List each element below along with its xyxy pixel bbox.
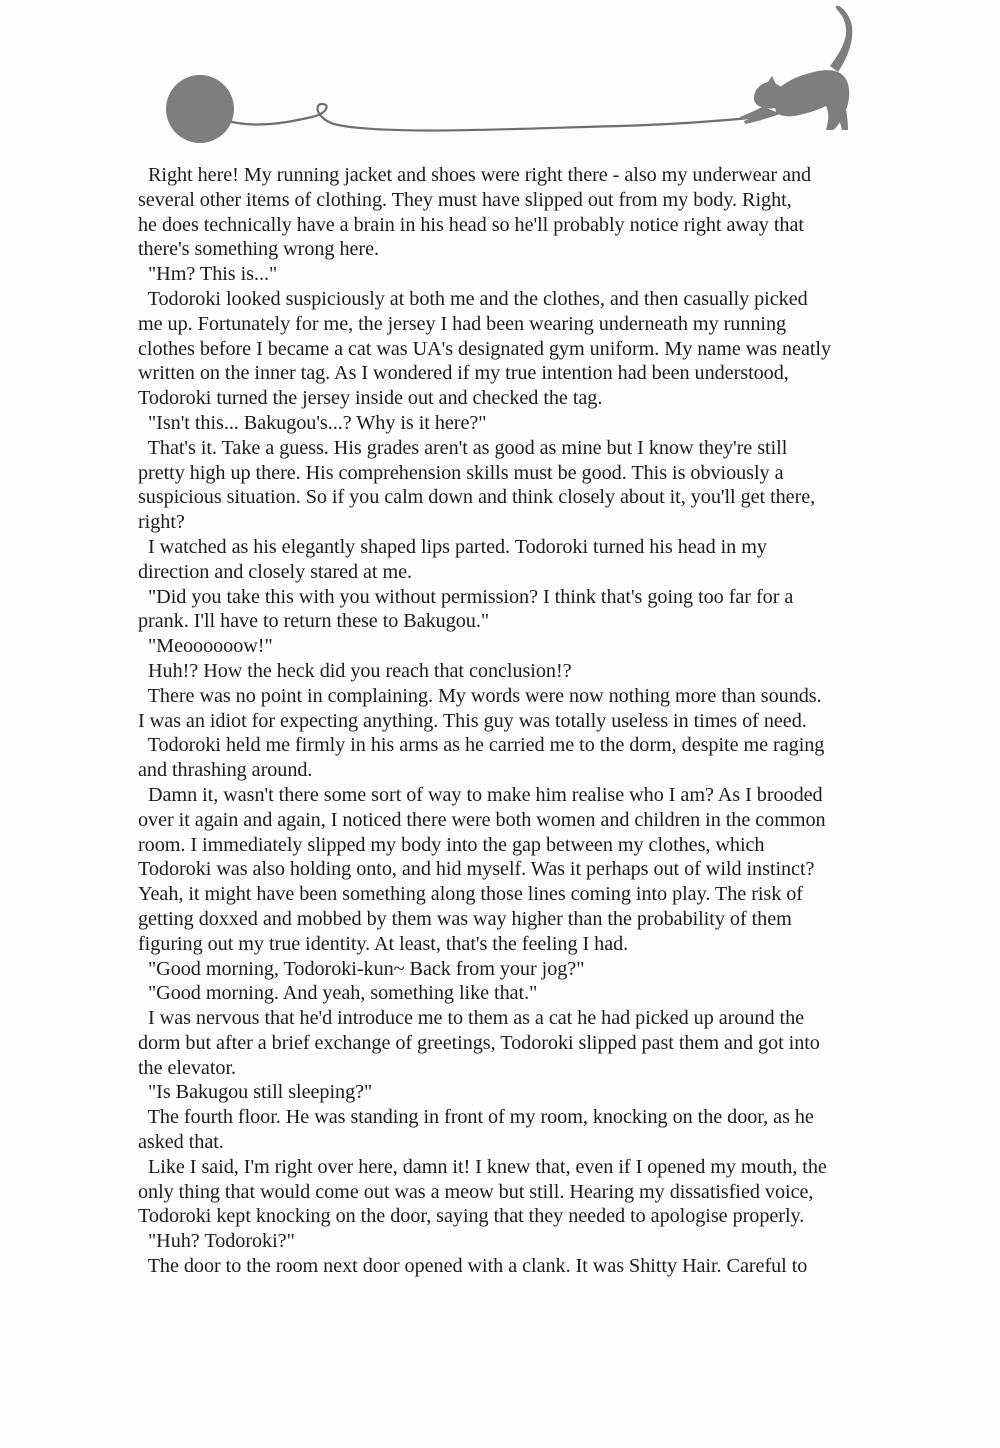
- text-line: only thing that would come out was a meow but still. Hearing my dissatisfied voice,: [138, 1180, 814, 1203]
- text-line: several other items of clothing. They must have slipped out from my body. Right,: [138, 188, 792, 211]
- text-line: the elevator.: [138, 1056, 237, 1079]
- text-line: Todoroki held me firmly in his arms as he carried me to the dorm, despite me raging: [138, 734, 825, 757]
- text-line: clothes before I became a cat was UA's designated gym uniform. My name was neatly: [138, 337, 832, 360]
- text-line: he does technically have a brain in his head so he'll probably notice right away that: [138, 213, 804, 236]
- yarn-ball-icon: [166, 75, 234, 143]
- text-line: That's it. Take a guess. His grades aren't as good as mine but I know they're still: [138, 436, 788, 459]
- text-line: right?: [138, 511, 185, 534]
- body-text: [138, 163, 928, 1279]
- text-line: I watched as his elegantly shaped lips parted. Todoroki turned his head in my: [138, 535, 767, 558]
- text-line: "Is Bakugou still sleeping?": [138, 1081, 373, 1104]
- text-line: getting doxxed and mobbed by them was way higher than the probability of them: [138, 907, 792, 930]
- text-line: there's something wrong here.: [138, 238, 380, 261]
- text-line: "Huh? Todoroki?": [138, 1230, 295, 1253]
- text-line: Yeah, it might have been something along those lines coming into play. The risk of: [138, 883, 803, 906]
- text-line: suspicious situation. So if you calm down and think closely about it, you'll get there,: [138, 486, 816, 509]
- text-line: asked that.: [138, 1131, 224, 1154]
- text-line: written on the inner tag. As I wondered if my true intention had been understood,: [138, 362, 789, 385]
- text-line: direction and closely stared at me.: [138, 560, 413, 583]
- text-line: "Hm? This is...": [138, 263, 278, 286]
- text-line: I was an idiot for expecting anything. This guy was totally useless in times of need.: [138, 709, 807, 732]
- text-line: "Isn't this... Bakugou's...? Why is it here?": [138, 411, 487, 434]
- text-line: and thrashing around.: [138, 759, 313, 782]
- text-line: "Meoooooow!": [138, 635, 273, 658]
- text-line: dorm but after a brief exchange of greetings, Todoroki slipped past them and got into: [138, 1031, 820, 1054]
- text-line: The door to the room next door opened with a clank. It was Shitty Hair. Careful to: [138, 1255, 808, 1278]
- text-line: The fourth floor. He was standing in front of my room, knocking on the door, as he: [138, 1106, 814, 1129]
- yarn-string: [232, 104, 760, 130]
- text-line: Huh!? How the heck did you reach that conclusion!?: [138, 659, 572, 682]
- text-line: There was no point in complaining. My words were now nothing more than sounds.: [138, 684, 822, 707]
- text-line: "Good morning, Todoroki-kun~ Back from your jog?": [138, 957, 585, 980]
- yarn-ball-and-cat-illustration: [150, 0, 870, 150]
- text-line: Todoroki kept knocking on the door, saying that they needed to apologise properly.: [138, 1205, 805, 1228]
- text-line: "Did you take this with you without permission? I think that's going too far for a: [138, 585, 794, 608]
- text-line: prank. I'll have to return these to Bakugou.": [138, 610, 490, 633]
- text-line: I was nervous that he'd introduce me to them as a cat he had picked up around the: [138, 1007, 805, 1030]
- text-line: over it again and again, I noticed there were both women and children in the common: [138, 808, 826, 831]
- text-line: Todoroki was also holding onto, and hid myself. Was it perhaps out of wild instinct?: [138, 858, 815, 881]
- text-line: room. I immediately slipped my body into the gap between my clothes, which: [138, 833, 765, 856]
- text-line: Like I said, I'm right over here, damn it! I knew that, even if I opened my mouth, the: [138, 1155, 827, 1178]
- text-line: Todoroki looked suspiciously at both me and the clothes, and then casually picked: [138, 287, 808, 310]
- text-line: me up. Fortunately for me, the jersey I had been wearing underneath my running: [138, 312, 787, 335]
- text-line: figuring out my true identity. At least, that's the feeling I had.: [138, 932, 629, 955]
- text-line: Damn it, wasn't there some sort of way to make him realise who I am? As I brooded: [138, 783, 823, 806]
- text-line: Todoroki turned the jersey inside out and checked the tag.: [138, 387, 603, 410]
- text-line: pretty high up there. His comprehension skills must be good. This is obviously a: [138, 461, 784, 484]
- text-line: "Good morning. And yeah, something like that.": [138, 982, 538, 1005]
- cat-silhouette-icon: [740, 6, 852, 130]
- text-line: Right here! My running jacket and shoes were right there - also my underwear and: [138, 164, 812, 186]
